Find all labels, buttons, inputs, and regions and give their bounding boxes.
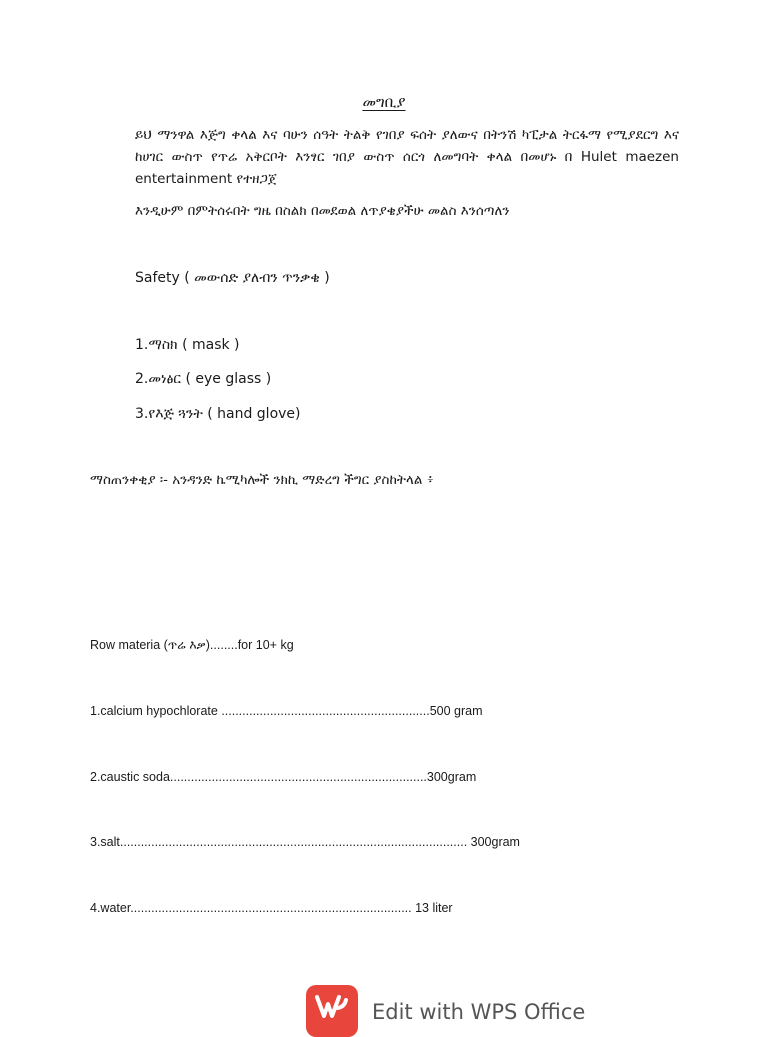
safety-item-eye-glass: 2.መነፅር ( eye glass ): [135, 371, 272, 387]
raw-material-item: 1.calcium hypochlorate ............................................................500 gram: [90, 704, 483, 718]
wps-edit-label: Edit with WPS Office: [372, 1000, 586, 1024]
intro-line-2: እንዲሁም በምትሰሩበት ግዜ በስልክ በመደወል ለጥያቄያችሁ መልስ እንሰጣለን: [135, 203, 510, 219]
safety-item-mask: 1.ማስክ ( mask ): [135, 337, 240, 353]
warning-text: ማስጠንቀቂያ ፡- አንዳንድ ኬሚካሎች ንክኪ ማድረግ ችግር ያስከትላል ፥: [90, 472, 434, 488]
raw-material-item: 2.caustic soda..........................................................................300gram: [90, 770, 477, 784]
wps-w-icon: [306, 985, 358, 1037]
document-title: መግቢያ: [362, 93, 406, 111]
raw-material-item: 4.water................................................................................. 13 liter: [90, 901, 453, 915]
raw-material-heading: Row materia (ጥሬ እቃ)........for 10+ kg: [90, 638, 294, 652]
safety-item-hand-glove: 3.የእጅ ጓንት ( hand glove): [135, 406, 301, 422]
intro-paragraph: ይህ ማንዋል እጅግ ቀላል እና ባሁን ሰዓት ትልቅ የገበያ ፍሰት ያለውና በትንሽ ካፒታል ትርፋማ የሚያደርግ እና ከሀገር ውስጥ የጥሬ አቅርቦት እንፃር ገበያ ውስጥ ሰርጎ ለመግባት ቀላል በመሆኑ በ Hulet maezen entertainment የተዘጋጀ: [135, 127, 679, 187]
safety-heading: Safety ( መውሰድ ያለብን ጥንቃቄ ): [135, 270, 330, 286]
raw-material-item: 3.salt.................................................................................................... 300gram: [90, 835, 520, 849]
wps-edit-banner[interactable]: [306, 984, 585, 1024]
